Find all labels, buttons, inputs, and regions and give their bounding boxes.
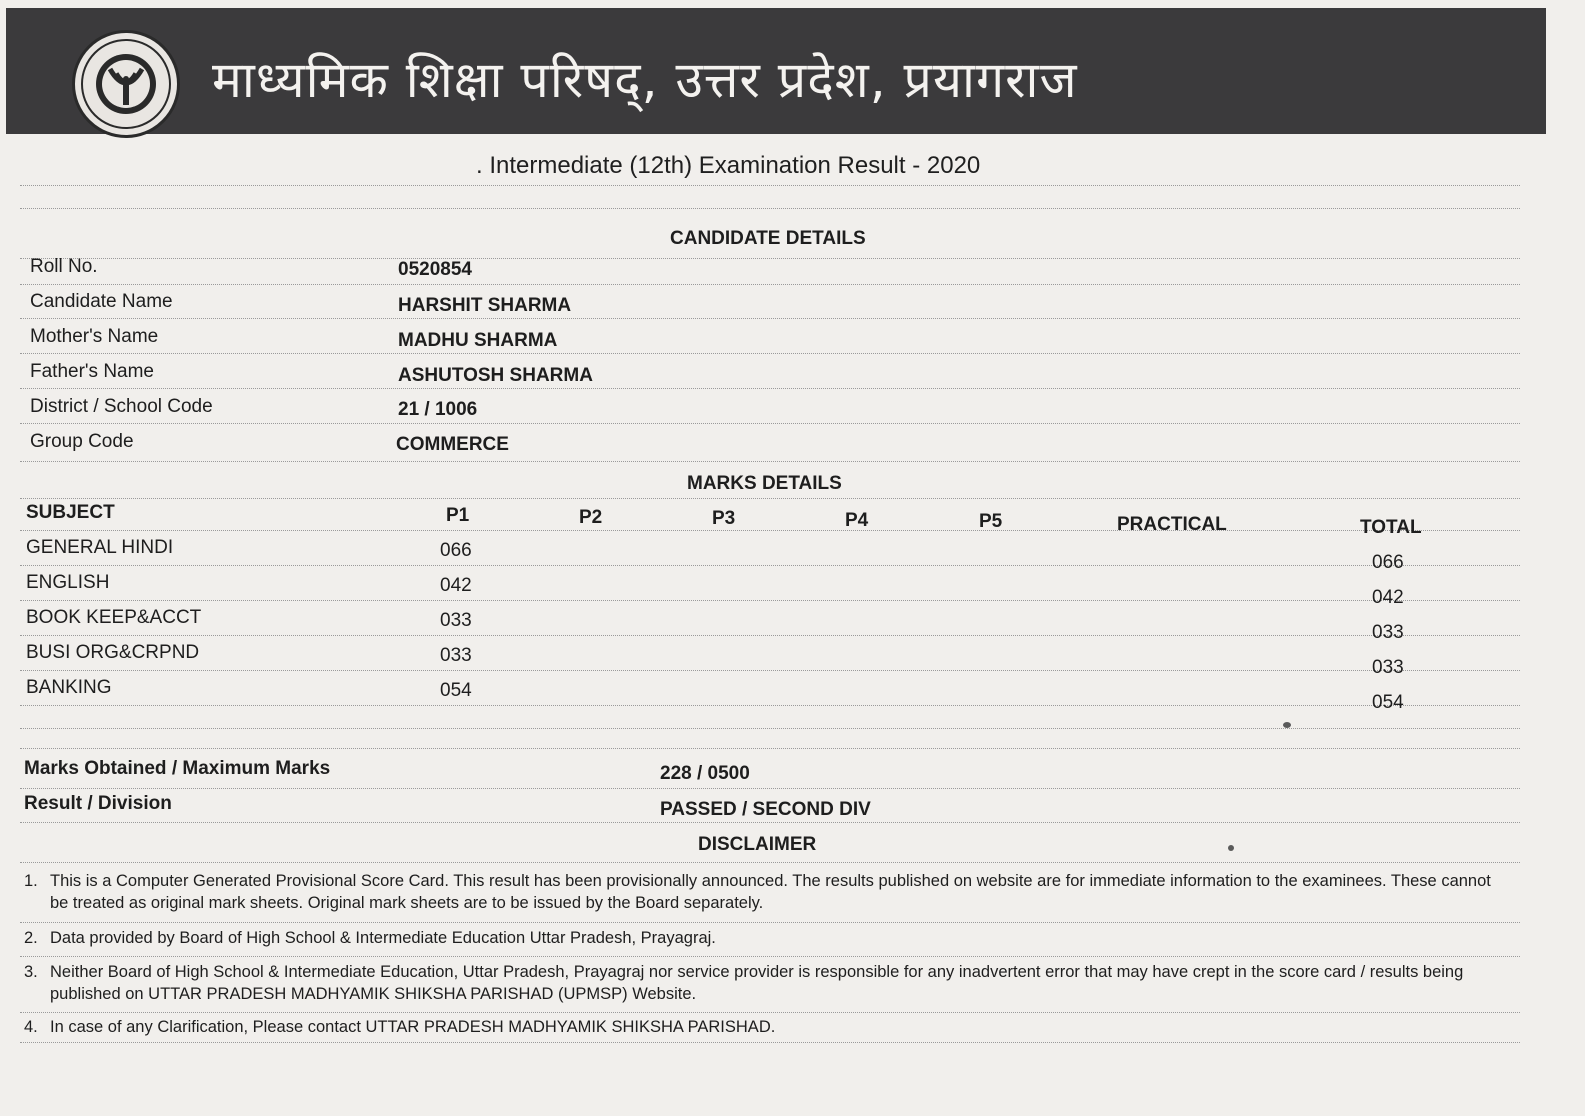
- divider: [20, 1042, 1520, 1043]
- col-header-p2: P2: [579, 507, 603, 528]
- col-header-total: TOTAL: [1360, 517, 1422, 538]
- p1-mark: 054: [440, 680, 472, 701]
- total-mark: 054: [1372, 692, 1404, 713]
- father-name-value: ASHUTOSH SHARMA: [398, 365, 593, 386]
- disclaimer-text: Neither Board of High School & Intermediate Education, Uttar Pradesh, Prayagraj nor service provider is responsible for any inadvertent error that may have crept in the score card / results being published on UTTAR PRADESH MADHYAMIK SHIKSHA PARISHAD (UPMSP) Website.: [50, 963, 1464, 1003]
- divider: [20, 748, 1520, 749]
- divider: [20, 670, 1520, 671]
- disclaimer-item: [24, 961, 1494, 1005]
- total-mark: 066: [1372, 552, 1404, 573]
- divider: [20, 565, 1520, 566]
- disclaimer-number: 2.: [24, 929, 38, 947]
- subject-name: BOOK KEEP&ACCT: [26, 607, 202, 628]
- candidate-name-value: HARSHIT SHARMA: [398, 295, 572, 316]
- total-mark: 033: [1372, 657, 1404, 678]
- disclaimer-heading: DISCLAIMER: [698, 834, 817, 855]
- roll-no-label: Roll No.: [30, 256, 98, 277]
- mother-name-value: MADHU SHARMA: [398, 330, 558, 351]
- scan-speck: [1283, 722, 1291, 728]
- col-header-subject: SUBJECT: [26, 502, 115, 523]
- father-name-label: Father's Name: [30, 361, 155, 382]
- disclaimer-item: [24, 870, 1494, 914]
- divider: [20, 353, 1520, 354]
- divider: [20, 318, 1520, 319]
- col-header-p4: P4: [845, 510, 869, 531]
- divider: [20, 922, 1520, 923]
- disclaimer-item: [24, 1016, 1494, 1038]
- divider: [20, 423, 1520, 424]
- marks-details-heading: MARKS DETAILS: [687, 473, 842, 494]
- exam-title: . Intermediate (12th) Examination Result - 2020: [476, 152, 981, 179]
- divider: [20, 1012, 1520, 1013]
- district-school-code-value: 21 / 1006: [398, 399, 478, 420]
- disclaimer-text: This is a Computer Generated Provisional Score Card. This result has been provisionally announced. The results published on website are for immediate information to the examinees. These cannot be treated as original mark sheets. Original mark sheets are to be issued by the Board separately.: [50, 872, 1491, 912]
- disclaimer-number: 1.: [24, 872, 38, 890]
- col-header-p5: P5: [979, 511, 1003, 532]
- district-school-code-label: District / School Code: [30, 396, 213, 417]
- scan-speck: [1228, 845, 1234, 851]
- p1-mark: 033: [440, 610, 472, 631]
- roll-no-value: 0520854: [398, 259, 472, 280]
- result-division-value: PASSED / SECOND DIV: [660, 799, 871, 820]
- divider: [20, 185, 1520, 186]
- subject-name: BANKING: [26, 677, 112, 698]
- disclaimer-number: 3.: [24, 963, 38, 981]
- disclaimer-item: [24, 927, 1494, 949]
- divider: [20, 862, 1520, 863]
- divider: [20, 956, 1520, 957]
- result-division-label: Result / Division: [24, 793, 172, 814]
- marks-obtained-value: 228 / 0500: [660, 763, 750, 784]
- col-header-practical: PRACTICAL: [1117, 514, 1227, 535]
- p1-mark: 066: [440, 540, 472, 561]
- candidate-details-heading: CANDIDATE DETAILS: [670, 228, 866, 249]
- candidate-name-label: Candidate Name: [30, 291, 173, 312]
- board-title-hindi: माध्यमिक शिक्षा परिषद्, उत्तर प्रदेश, प्रयागराज: [212, 51, 1078, 109]
- p1-mark: 042: [440, 575, 472, 596]
- divider: [20, 635, 1520, 636]
- subject-name: ENGLISH: [26, 572, 110, 593]
- group-code-value: COMMERCE: [396, 434, 509, 455]
- total-mark: 033: [1372, 622, 1404, 643]
- divider: [20, 705, 1520, 706]
- divider: [20, 600, 1520, 601]
- upmsp-emblem-icon: [72, 30, 180, 138]
- divider: [20, 498, 1520, 499]
- group-code-label: Group Code: [30, 431, 134, 452]
- col-header-p3: P3: [712, 508, 736, 529]
- divider: [20, 388, 1520, 389]
- divider: [20, 461, 1520, 462]
- divider: [20, 788, 1520, 789]
- p1-mark: 033: [440, 645, 472, 666]
- divider: [20, 822, 1520, 823]
- disclaimer-text: Data provided by Board of High School & Intermediate Education Uttar Pradesh, Prayagraj.: [50, 929, 716, 947]
- subject-name: BUSI ORG&CRPND: [26, 642, 200, 663]
- divider: [20, 728, 1520, 729]
- disclaimer-number: 4.: [24, 1018, 38, 1036]
- total-mark: 042: [1372, 587, 1404, 608]
- divider: [20, 530, 1520, 531]
- marks-obtained-label: Marks Obtained / Maximum Marks: [24, 758, 331, 779]
- mother-name-label: Mother's Name: [30, 326, 159, 347]
- subject-name: GENERAL HINDI: [26, 537, 174, 558]
- col-header-p1: P1: [446, 505, 470, 526]
- divider: [20, 284, 1520, 285]
- header-banner: [6, 8, 1546, 134]
- disclaimer-text: In case of any Clarification, Please contact UTTAR PRADESH MADHYAMIK SHIKSHA PARISHAD.: [50, 1018, 776, 1036]
- divider: [20, 208, 1520, 209]
- divider: [20, 258, 1520, 259]
